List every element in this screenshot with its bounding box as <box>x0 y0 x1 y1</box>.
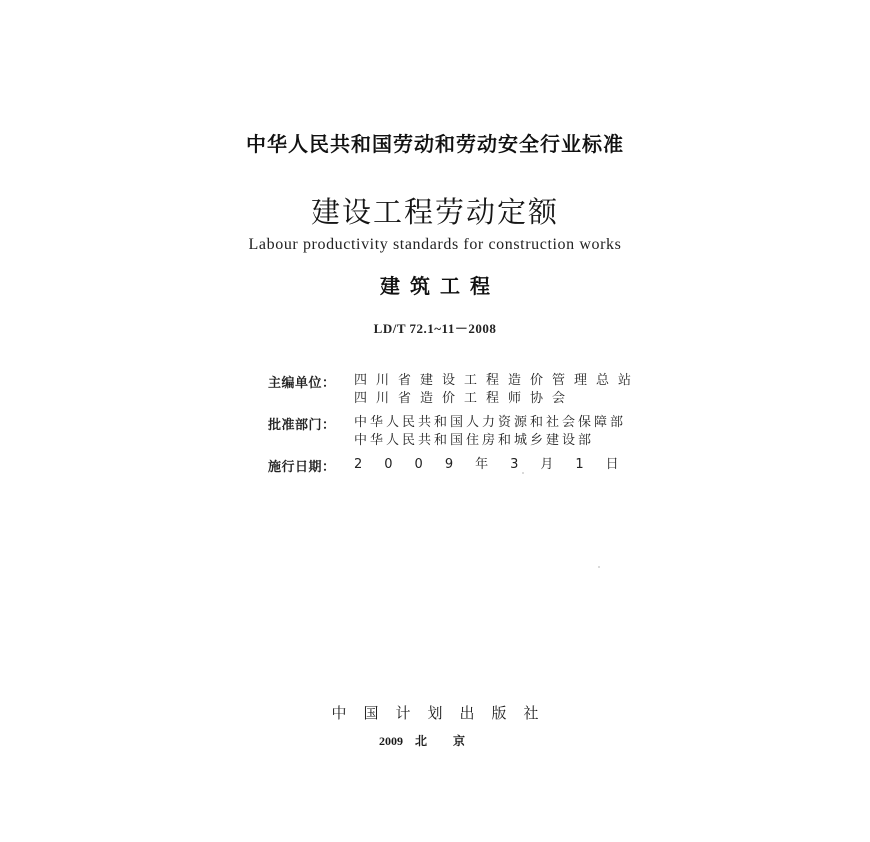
standard-code: LD/T 72.1~11－2008 <box>373 321 497 336</box>
series-title: 中华人民共和国劳动和劳动安全行业标准 <box>246 132 624 156</box>
info-block <box>268 372 668 481</box>
approver-row <box>268 414 668 450</box>
editor-value: 四川省建设工程造价管理总站 <box>354 373 641 388</box>
scan-speck <box>598 566 600 568</box>
editor-row <box>268 372 668 408</box>
effective-label: 施行日期： <box>268 460 336 475</box>
scan-speck <box>522 472 524 474</box>
editor-values <box>354 372 640 408</box>
effective-row <box>268 456 668 475</box>
approver-value: 中华人民共和国住房和城乡建设部 <box>354 433 595 448</box>
effective-date: 2009年3月1日 <box>354 457 641 472</box>
publication-city: 北京 <box>414 734 491 748</box>
subtitle: 建筑工程 <box>380 274 500 298</box>
approver-values <box>354 414 626 450</box>
publication-line <box>0 732 870 749</box>
approver-value: 中华人民共和国人力资源和社会保障部 <box>354 415 627 430</box>
editor-value: 四川省造价工程师协会 <box>354 391 575 406</box>
publication-year: 2009 <box>378 734 403 748</box>
english-title: Labour productivity standards for construction works <box>248 236 622 253</box>
effective-values <box>354 456 641 475</box>
publisher: 中国计划出版社 <box>331 704 556 722</box>
main-title: 建设工程劳动定额 <box>310 195 559 229</box>
approver-label: 批准部门： <box>268 418 336 433</box>
editor-label: 主编单位： <box>268 376 336 391</box>
